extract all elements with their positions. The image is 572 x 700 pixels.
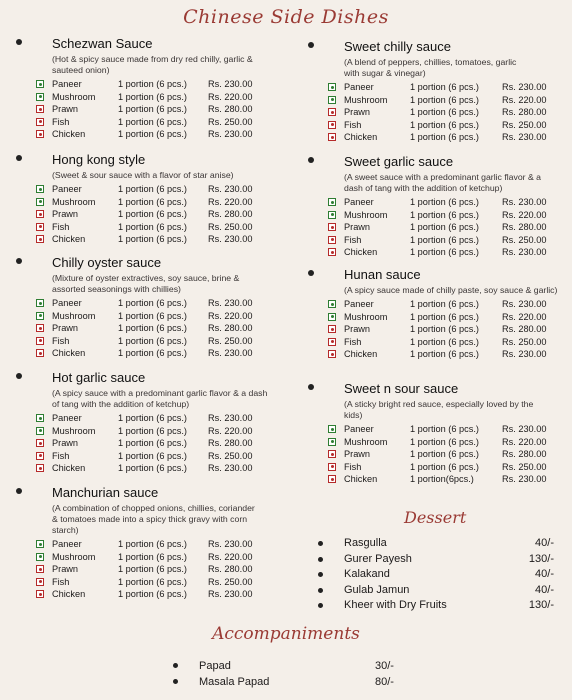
item-price: Rs. 220.00 <box>208 196 253 207</box>
veg-icon <box>328 198 336 206</box>
item-price: Rs. 230.00 <box>502 349 547 360</box>
non-veg-icon <box>36 590 44 598</box>
section-bullet <box>308 157 314 163</box>
section-title: Hunan sauce <box>344 267 421 282</box>
section-bullet <box>308 270 314 276</box>
menu-section-hunan <box>344 266 566 361</box>
item-name: Fish <box>52 221 70 232</box>
non-veg-icon <box>36 464 44 472</box>
item-price: Rs. 250.00 <box>208 335 253 346</box>
item-portion: 1 portion (6 pcs.) <box>118 539 187 549</box>
item-portion: 1 portion (6 pcs.) <box>410 234 479 245</box>
non-veg-icon <box>328 133 336 141</box>
item-name: Paneer <box>344 82 374 92</box>
item-portion: 1 portion (6 pcs.) <box>118 589 187 600</box>
dessert-list <box>344 536 554 614</box>
item-name: Mushroom <box>52 425 96 436</box>
item-price: Rs. 230.00 <box>502 197 547 207</box>
veg-icon <box>328 438 336 446</box>
menu-item-row <box>52 183 292 196</box>
item-name: Chicken <box>52 348 86 359</box>
accompaniment-price: 30/- <box>375 660 394 672</box>
non-veg-icon <box>328 108 336 116</box>
dessert-price: 40/- <box>535 583 554 596</box>
non-veg-icon <box>36 210 44 218</box>
section-description: (A spicy sauce with a predominant garlic flavor & a dash of tang with the addition of ketchup) <box>52 388 268 409</box>
menu-item-row <box>52 233 292 246</box>
item-portion: 1 portion (6 pcs.) <box>118 116 187 127</box>
item-portion: 1 portion (6 pcs.) <box>410 132 479 143</box>
menu-item-row <box>344 311 566 324</box>
item-portion: 1 portion (6 pcs.) <box>118 310 187 321</box>
section-bullet <box>16 258 22 264</box>
menu-item-row <box>52 208 292 221</box>
menu-item-row <box>344 473 566 486</box>
item-price: Rs. 250.00 <box>502 234 547 245</box>
item-price: Rs. 230.00 <box>502 424 547 434</box>
non-veg-icon <box>36 349 44 357</box>
accompaniment-item <box>199 658 405 674</box>
menu-item-row <box>52 196 292 209</box>
item-price: Rs. 280.00 <box>208 564 253 575</box>
item-portion: 1 portion (6 pcs.) <box>118 564 187 575</box>
item-name: Paneer <box>344 299 374 309</box>
section-description: (A combination of chopped onions, chillies, coriander & tomatoes made into a spicy thick gravy with corn starch) <box>52 503 255 535</box>
item-price: Rs. 280.00 <box>502 324 547 335</box>
item-name: Chicken <box>52 129 86 140</box>
dessert-price: 130/- <box>528 599 554 611</box>
menu-item-row <box>52 116 292 129</box>
section-bullet <box>16 155 22 161</box>
menu-item-row <box>344 119 566 132</box>
veg-icon <box>328 83 336 91</box>
dessert-item <box>344 536 554 552</box>
non-veg-icon <box>328 248 336 256</box>
item-name: Prawn <box>344 222 371 233</box>
dessert-item <box>344 583 554 599</box>
menu-item-row <box>52 538 292 551</box>
non-veg-icon <box>36 324 44 332</box>
item-price: Rs. 250.00 <box>502 119 547 130</box>
menu-item-row <box>52 335 292 348</box>
item-name: Paneer <box>52 79 82 89</box>
menu-item-row <box>344 209 566 222</box>
menu-item-row <box>344 221 566 234</box>
item-price: Rs. 230.00 <box>208 463 253 474</box>
veg-icon <box>36 312 44 320</box>
item-price: Rs. 230.00 <box>208 298 253 308</box>
veg-icon <box>36 80 44 88</box>
menu-section-sweet-garlic <box>344 153 566 259</box>
item-name: Prawn <box>344 449 371 460</box>
veg-icon <box>36 198 44 206</box>
veg-icon <box>36 427 44 435</box>
non-veg-icon <box>328 338 336 346</box>
veg-icon <box>36 185 44 193</box>
item-name: Fish <box>52 335 70 346</box>
item-name: Fish <box>344 336 362 347</box>
accompaniments-list <box>199 658 405 690</box>
item-portion: 1 portion (6 pcs.) <box>118 298 187 308</box>
section-description: (A spicy sauce made of chilly paste, soy sauce & garlic) <box>344 285 558 295</box>
item-name: Prawn <box>52 104 79 115</box>
menu-item-row <box>344 94 566 107</box>
section-bullet <box>16 373 22 379</box>
item-portion: 1 portion (6 pcs.) <box>410 222 479 233</box>
dessert-price: 130/- <box>528 552 554 565</box>
item-price: Rs. 230.00 <box>208 589 253 600</box>
item-name: Mushroom <box>52 91 96 102</box>
menu-item-row <box>52 450 292 463</box>
item-name: Chicken <box>344 247 378 258</box>
non-veg-icon <box>328 350 336 358</box>
item-price: Rs. 280.00 <box>208 104 253 115</box>
section-title: Hong kong style <box>52 152 146 167</box>
item-price: Rs. 280.00 <box>208 438 253 449</box>
item-price: Rs. 220.00 <box>502 209 547 220</box>
item-portion: 1 portion (6 pcs.) <box>410 107 479 118</box>
item-portion: 1 portion (6 pcs.) <box>410 247 479 258</box>
dessert-name: Kheer with Dry Fruits <box>344 599 447 611</box>
menu-item-row <box>344 298 566 311</box>
non-veg-icon <box>36 337 44 345</box>
item-name: Fish <box>52 116 70 127</box>
item-price: Rs. 230.00 <box>208 539 253 549</box>
item-portion: 1 portion (6 pcs.) <box>410 119 479 130</box>
menu-item-row <box>344 81 566 94</box>
item-price: Rs. 250.00 <box>502 336 547 347</box>
menu-item-row <box>52 297 292 310</box>
section-title: Schezwan Sauce <box>52 36 153 51</box>
dessert-name: Gulab Jamun <box>344 583 410 596</box>
menu-item-row <box>344 448 566 461</box>
item-price: Rs. 220.00 <box>208 91 253 102</box>
item-name: Prawn <box>344 324 371 335</box>
non-veg-icon <box>36 452 44 460</box>
item-portion: 1 portion (6 pcs.) <box>410 436 479 447</box>
item-portion: 1 portion (6 pcs.) <box>118 221 187 232</box>
item-portion: 1 portion (6 pcs.) <box>118 348 187 359</box>
item-price: Rs. 280.00 <box>502 222 547 233</box>
accompaniment-price: 80/- <box>375 676 394 688</box>
item-price: Rs. 230.00 <box>208 129 253 140</box>
veg-icon <box>328 96 336 104</box>
item-name: Mushroom <box>52 196 96 207</box>
item-name: Prawn <box>52 323 79 334</box>
item-portion: 1 portion(6pcs.) <box>410 474 474 485</box>
menu-item-row <box>344 436 566 449</box>
menu-item-row <box>344 323 566 336</box>
item-portion: 1 portion (6 pcs.) <box>118 79 187 89</box>
veg-icon <box>328 211 336 219</box>
item-price: Rs. 220.00 <box>502 311 547 322</box>
item-price: Rs. 220.00 <box>502 436 547 447</box>
non-veg-icon <box>36 235 44 243</box>
menu-item-row <box>52 91 292 104</box>
item-price: Rs. 220.00 <box>502 94 547 105</box>
item-name: Paneer <box>52 539 82 549</box>
dessert-title: Dessert <box>404 508 467 527</box>
item-price: Rs. 280.00 <box>208 209 253 220</box>
veg-icon <box>36 299 44 307</box>
menu-item-row <box>344 461 566 474</box>
item-price: Rs. 230.00 <box>208 413 253 423</box>
menu-item-row <box>52 437 292 450</box>
item-price: Rs. 280.00 <box>208 323 253 334</box>
item-price: Rs. 280.00 <box>502 449 547 460</box>
item-name: Chicken <box>52 463 86 474</box>
menu-section-chilly-oyster <box>52 254 292 360</box>
item-portion: 1 portion (6 pcs.) <box>118 463 187 474</box>
item-portion: 1 portion (6 pcs.) <box>118 129 187 140</box>
menu-item-row <box>52 588 292 601</box>
dessert-price: 40/- <box>535 537 554 549</box>
item-price: Rs. 230.00 <box>208 234 253 245</box>
item-portion: 1 portion (6 pcs.) <box>118 576 187 587</box>
item-name: Mushroom <box>52 310 96 321</box>
veg-icon <box>328 300 336 308</box>
item-portion: 1 portion (6 pcs.) <box>410 311 479 322</box>
item-name: Mushroom <box>344 436 388 447</box>
non-veg-icon <box>36 565 44 573</box>
menu-section-manchurian <box>52 484 292 601</box>
menu-item-row <box>344 234 566 247</box>
item-portion: 1 portion (6 pcs.) <box>118 413 187 423</box>
menu-item-row <box>344 106 566 119</box>
item-portion: 1 portion (6 pcs.) <box>410 449 479 460</box>
non-veg-icon <box>36 130 44 138</box>
item-name: Paneer <box>344 424 374 434</box>
item-portion: 1 portion (6 pcs.) <box>118 91 187 102</box>
accompaniment-item <box>199 674 405 690</box>
item-portion: 1 portion (6 pcs.) <box>118 196 187 207</box>
dessert-item <box>344 598 554 614</box>
menu-item-row <box>344 423 566 436</box>
non-veg-icon <box>36 439 44 447</box>
section-bullet <box>308 384 314 390</box>
item-portion: 1 portion (6 pcs.) <box>118 450 187 461</box>
item-name: Chicken <box>52 589 86 600</box>
item-portion: 1 portion (6 pcs.) <box>410 349 479 360</box>
item-name: Chicken <box>344 349 378 360</box>
dessert-name: Kalakand <box>344 568 390 580</box>
item-name: Prawn <box>52 438 79 449</box>
veg-icon <box>36 93 44 101</box>
menu-item-row <box>52 322 292 335</box>
non-veg-icon <box>328 236 336 244</box>
item-portion: 1 portion (6 pcs.) <box>118 104 187 115</box>
item-name: Fish <box>344 461 362 472</box>
item-portion: 1 portion (6 pcs.) <box>118 551 187 562</box>
section-title: Hot garlic sauce <box>52 370 146 385</box>
item-price: Rs. 250.00 <box>208 116 253 127</box>
menu-section-hot-garlic <box>52 369 292 475</box>
accompaniment-name: Papad <box>199 660 231 672</box>
item-portion: 1 portion (6 pcs.) <box>118 323 187 334</box>
item-portion: 1 portion (6 pcs.) <box>118 209 187 220</box>
section-title: Chilly oyster sauce <box>52 255 162 270</box>
veg-icon <box>36 540 44 548</box>
item-portion: 1 portion (6 pcs.) <box>410 461 479 472</box>
item-portion: 1 portion (6 pcs.) <box>410 82 479 92</box>
menu-item-row <box>344 246 566 259</box>
item-price: Rs. 230.00 <box>208 79 253 89</box>
non-veg-icon <box>328 121 336 129</box>
item-portion: 1 portion (6 pcs.) <box>410 197 479 207</box>
dessert-name: Rasgulla <box>344 537 387 549</box>
non-veg-icon <box>328 325 336 333</box>
menu-item-row <box>344 196 566 209</box>
item-portion: 1 portion (6 pcs.) <box>410 209 479 220</box>
menu-item-row <box>52 425 292 438</box>
section-description: (Hot & spicy sauce made from dry red chilly, garlic & sauteed onion) <box>52 54 253 75</box>
non-veg-icon <box>328 223 336 231</box>
section-title: Manchurian sauce <box>52 485 159 500</box>
item-name: Prawn <box>52 564 79 575</box>
item-name: Mushroom <box>344 209 388 220</box>
non-veg-icon <box>328 475 336 483</box>
non-veg-icon <box>36 223 44 231</box>
item-portion: 1 portion (6 pcs.) <box>410 94 479 105</box>
item-portion: 1 portion (6 pcs.) <box>118 184 187 194</box>
menu-item-row <box>344 348 566 361</box>
non-veg-icon <box>36 578 44 586</box>
menu-item-row <box>52 310 292 323</box>
non-veg-icon <box>36 118 44 126</box>
item-price: Rs. 230.00 <box>208 184 253 194</box>
item-price: Rs. 220.00 <box>208 425 253 436</box>
veg-icon <box>328 425 336 433</box>
section-description: (Mixture of oyster extractives, soy sauce, brine & assorted seasonings with chillies) <box>52 273 240 294</box>
menu-section-sweet-chilly <box>344 38 566 144</box>
menu-item-row <box>52 576 292 589</box>
section-description: (Sweet & sour sauce with a flavor of star anise) <box>52 170 234 180</box>
item-portion: 1 portion (6 pcs.) <box>118 335 187 346</box>
accompaniment-name: Masala Papad <box>199 676 270 688</box>
menu-item-row <box>52 551 292 564</box>
menu-item-row <box>344 131 566 144</box>
menu-section-schezwan <box>52 35 292 141</box>
section-bullet <box>16 488 22 494</box>
item-price: Rs. 230.00 <box>502 247 547 258</box>
dessert-price: 40/- <box>535 568 554 580</box>
item-name: Fish <box>52 576 70 587</box>
item-portion: 1 portion (6 pcs.) <box>118 438 187 449</box>
item-name: Chicken <box>344 132 378 143</box>
section-bullet <box>16 39 22 45</box>
menu-item-row <box>52 221 292 234</box>
item-portion: 1 portion (6 pcs.) <box>410 336 479 347</box>
item-name: Paneer <box>52 298 82 308</box>
item-name: Fish <box>52 450 70 461</box>
item-portion: 1 portion (6 pcs.) <box>118 425 187 436</box>
menu-item-row <box>52 78 292 91</box>
veg-icon <box>328 313 336 321</box>
menu-item-row <box>344 336 566 349</box>
non-veg-icon <box>36 105 44 113</box>
item-price: Rs. 250.00 <box>502 461 547 472</box>
item-price: Rs. 250.00 <box>208 450 253 461</box>
item-name: Chicken <box>344 474 378 485</box>
item-price: Rs. 220.00 <box>208 551 253 562</box>
item-name: Paneer <box>52 184 82 194</box>
dessert-name: Gurer Payesh <box>344 552 412 565</box>
item-portion: 1 portion (6 pcs.) <box>410 299 479 309</box>
non-veg-icon <box>328 463 336 471</box>
section-title: Sweet garlic sauce <box>344 154 454 169</box>
section-bullet <box>308 42 314 48</box>
dessert-item <box>344 552 554 568</box>
item-name: Fish <box>344 119 362 130</box>
item-portion: 1 portion (6 pcs.) <box>410 424 479 434</box>
item-price: Rs. 250.00 <box>208 576 253 587</box>
item-name: Chicken <box>52 234 86 245</box>
section-title: Sweet n sour sauce <box>344 381 459 396</box>
item-name: Prawn <box>344 107 371 118</box>
menu-section-sweet-n-sour <box>344 380 566 486</box>
menu-item-row <box>52 347 292 360</box>
item-price: Rs. 250.00 <box>208 221 253 232</box>
page-title: Chinese Side Dishes <box>183 6 389 28</box>
menu-item-row <box>52 462 292 475</box>
menu-item-row <box>52 103 292 116</box>
section-title: Sweet chilly sauce <box>344 39 451 54</box>
item-name: Mushroom <box>344 311 388 322</box>
veg-icon <box>36 553 44 561</box>
menu-item-row <box>52 563 292 576</box>
item-price: Rs. 230.00 <box>502 132 547 143</box>
veg-icon <box>36 414 44 422</box>
item-price: Rs. 230.00 <box>502 474 547 485</box>
menu-item-row <box>52 412 292 425</box>
item-portion: 1 portion (6 pcs.) <box>410 324 479 335</box>
item-name: Mushroom <box>52 551 96 562</box>
dessert-item <box>344 567 554 583</box>
item-price: Rs. 280.00 <box>502 107 547 118</box>
item-name: Paneer <box>52 413 82 423</box>
menu-section-hong-kong <box>52 151 292 246</box>
item-price: Rs. 230.00 <box>502 82 547 92</box>
item-price: Rs. 220.00 <box>208 310 253 321</box>
item-name: Mushroom <box>344 94 388 105</box>
item-price: Rs. 230.00 <box>502 299 547 309</box>
non-veg-icon <box>328 450 336 458</box>
accompaniments-title: Accompaniments <box>212 624 360 644</box>
item-portion: 1 portion (6 pcs.) <box>118 234 187 245</box>
item-name: Prawn <box>52 209 79 220</box>
item-price: Rs. 230.00 <box>208 348 253 359</box>
section-description: (A blend of peppers, chillies, tomatoes, garlic with sugar & vinegar) <box>344 57 517 78</box>
item-name: Fish <box>344 234 362 245</box>
menu-item-row <box>52 128 292 141</box>
item-name: Paneer <box>344 197 374 207</box>
section-description: (A sticky bright red sauce, especially loved by the kids) <box>344 399 534 420</box>
section-description: (A sweet sauce with a predominant garlic flavor & a dash of tang with the addition of ketchup) <box>344 172 542 193</box>
